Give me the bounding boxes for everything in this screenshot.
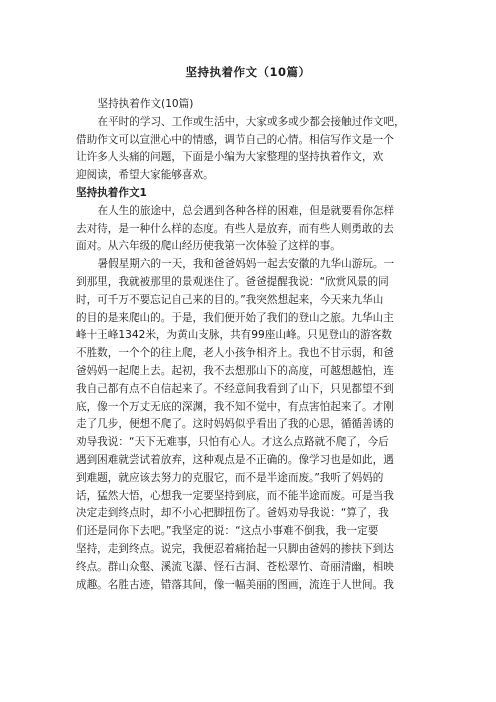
text-line: 的目的是来爬山的。于是，我们便开始了我们的登山之旅。九华山主 <box>76 311 394 324</box>
text-line: 坚持，走到终点。说完，我便忍着痛抬起一只脚由爸妈的掺扶下到达 <box>76 542 394 555</box>
text-line: 面对。从六年级的爬山经历使我第一次体验了这样的事。 <box>76 240 341 253</box>
text-line: 去对待，是一种什么样的态度。有些人是放弃，而有些人则勇敢的去 <box>76 222 394 235</box>
text-line: 时，可千万不要忘记自己来的目的。”我突然想起来，今天来九华山 <box>76 293 384 306</box>
text-line: 底，像一个万丈无底的深渊，我不知不觉中，有点害怕起来了。才刚 <box>76 400 394 413</box>
document-body <box>76 96 422 594</box>
text-line: 们还是同你下去吧。”我坚定的说：“这点小事难不倒我，我一定要 <box>76 525 379 538</box>
text-line: 终点。群山众壑、溪流飞瀑、怪石古洞、苍松翠竹、奇丽清幽，相映 <box>76 560 394 573</box>
text-line: 决定走到终点时，却不小心把脚扭伤了。爸妈劝导我说：“算了，我 <box>76 507 389 520</box>
text-line: 到难题，就应该去努力的克服它，而不是半途而废。”我听了妈妈的 <box>76 471 384 484</box>
text-line: 爸妈妈一起爬上去。起初，我不去想那山下的高度，可越想越怕，连 <box>76 364 394 377</box>
text-line: 在平时的学习、工作或生活中，大家或多或少都会接触过作文吧， <box>97 115 405 128</box>
text-line: 在人生的旅途中，总会遇到各种各样的困难，但是就要看你怎样 <box>97 204 395 217</box>
text-line: 坚持执着作文(10篇) <box>97 98 194 110</box>
text-line: 走了几步，便想不爬了。这时妈妈似乎看出了我的心思，循循善诱的 <box>76 418 394 431</box>
text-line: 成趣。名胜古迹，错落其间，像一幅美丽的图画，流连于人世间。我 <box>76 578 394 591</box>
text-line: 我自己都有点不自信起来了。不经意间我看到了山下，只见都望不到 <box>76 382 394 395</box>
text-line: 遇到困难就尝试着放弃，这种观点是不正确的。像学习也是如此，遇 <box>76 453 394 466</box>
text-line: 借助作文可以宣泄心中的情感，调节自己的心情。相信写作文是一个 <box>76 133 394 146</box>
text-line: 让许多人头痛的问题，下面是小编为大家整理的坚持执着作文，欢 <box>76 151 384 164</box>
document-title: 坚持执着作文（10篇） <box>185 65 311 79</box>
text-line: 迎阅读，希望大家能够喜欢。 <box>76 169 214 182</box>
text-line: 峰十王峰1342米，为黄山支脉，共有99座山峰。只见登山的游客数 <box>76 329 392 342</box>
text-line: 不胜数，一个个的往上爬，老人小孩争相齐上。我也不甘示弱，和爸 <box>76 347 394 360</box>
section-heading: 坚持执着作文1 <box>76 186 147 199</box>
text-line: 暑假星期六的一天，我和爸爸妈妈一起去安徽的九华山游玩。一 <box>97 258 395 271</box>
text-line: 劝导我说：“天下无难事，只怕有心人。才这么点路就不爬了，今后 <box>76 436 389 449</box>
text-line: 话，猛然大悟，心想我一定要坚持到底，而不能半途而废。可是当我 <box>76 489 394 502</box>
text-line: 到那里，我就被那里的景观迷住了。爸爸提醒我说：“欣赏风景的同 <box>76 275 389 288</box>
